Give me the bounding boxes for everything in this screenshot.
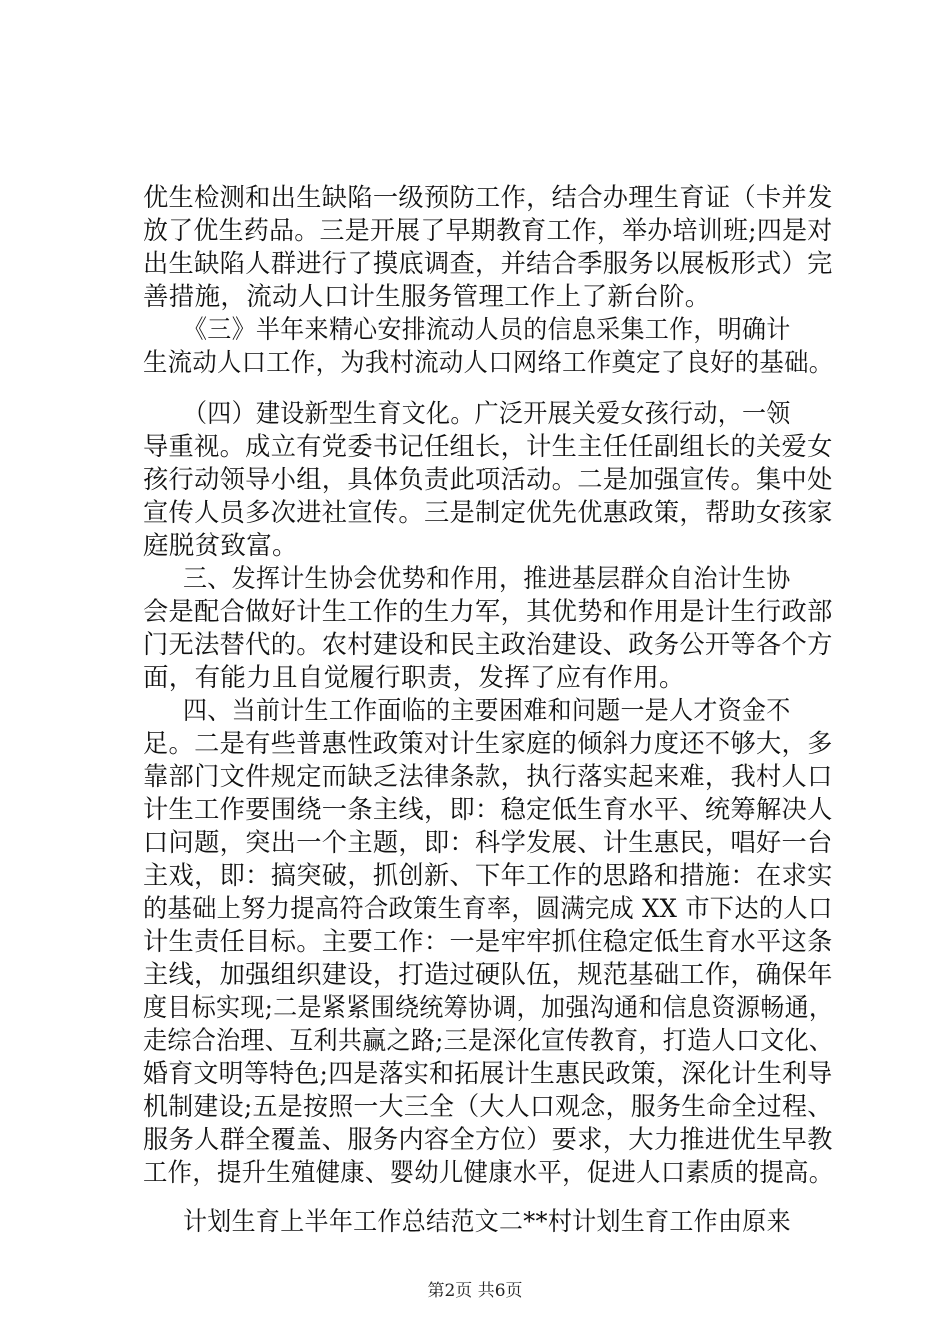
body-line: 服务人群全覆盖、服务内容全方位）要求，大力推进优生早教 bbox=[143, 1125, 833, 1155]
body-line: 主戏，即：搞突破，抓创新、下年工作的思路和措施：在求实 bbox=[143, 861, 833, 891]
body-line: 足。二是有些普惠性政策对计生家庭的倾斜力度还不够大，多 bbox=[143, 729, 833, 759]
body-line: 孩行动领导小组，具体负责此项活动。二是加强宣传。集中处 bbox=[143, 465, 833, 495]
body-line: 四、当前计生工作面临的主要困难和问题一是人才资金不 bbox=[183, 696, 791, 726]
body-line: 度目标实现;二是紧紧围绕统筹协调，加强沟通和信息资源畅通， bbox=[143, 993, 834, 1023]
body-line: 庭脱贫致富。 bbox=[143, 531, 298, 561]
body-line: 面，有能力且自觉履行职责，发挥了应有作用。 bbox=[143, 663, 685, 693]
body-line: 优生检测和出生缺陷一级预防工作，结合办理生育证（卡并发 bbox=[143, 183, 833, 213]
body-line: 宣传人员多次进社宣传。三是制定优先优惠政策，帮助女孩家 bbox=[143, 498, 833, 528]
next-section-heading: 计划生育上半年工作总结范文二**村计划生育工作由原来 bbox=[183, 1207, 791, 1237]
body-line: 会是配合做好计生工作的生力军，其优势和作用是计生行政部 bbox=[143, 597, 833, 627]
body-line: 靠部门文件规定而缺乏法律条款，执行落实起来难，我村人口 bbox=[143, 762, 833, 792]
page-number-footer: 第2页 共6页 bbox=[427, 1281, 523, 1301]
body-line: 门无法替代的。农村建设和民主政治建设、政务公开等各个方 bbox=[143, 630, 833, 660]
body-line: 导重视。成立有党委书记任组长，计生主任任副组长的关爱女 bbox=[143, 432, 833, 462]
body-line: 机制建设;五是按照一大三全（大人口观念，服务生命全过程、 bbox=[143, 1092, 833, 1122]
body-line: （四）建设新型生育文化。广泛开展关爱女孩行动，一领 bbox=[183, 399, 791, 429]
body-line: 主线，加强组织建设，打造过硬队伍，规范基础工作，确保年 bbox=[143, 960, 833, 990]
body-line: 《三》半年来精心安排流动人员的信息采集工作，明确计 bbox=[183, 315, 791, 345]
body-line: 放了优生药品。三是开展了早期教育工作，举办培训班;四是对 bbox=[143, 216, 833, 246]
body-line: 生流动人口工作，为我村流动人口网络工作奠定了良好的基础。 bbox=[143, 348, 834, 378]
body-line: 的基础上努力提高符合政策生育率，圆满完成 XX 市下达的人口 bbox=[143, 894, 833, 924]
body-line: 出生缺陷人群进行了摸底调查，并结合季服务以展板形式）完 bbox=[143, 249, 833, 279]
body-line: 三、发挥计生协会优势和作用，推进基层群众自治计生协 bbox=[183, 564, 791, 594]
body-line: 计生责任目标。主要工作：一是牢牢抓住稳定低生育水平这条 bbox=[143, 927, 833, 957]
body-line: 走综合治理、互利共赢之路;三是深化宣传教育，打造人口文化、 bbox=[143, 1026, 834, 1056]
body-line: 工作，提升生殖健康、婴幼儿健康水平，促进人口素质的提高。 bbox=[143, 1158, 834, 1188]
body-line: 婚育文明等特色;四是落实和拓展计生惠民政策，深化计生利导 bbox=[143, 1059, 833, 1089]
body-line: 善措施，流动人口计生服务管理工作上了新台阶。 bbox=[143, 282, 711, 312]
body-line: 口问题，突出一个主题，即：科学发展、计生惠民，唱好一台 bbox=[143, 828, 833, 858]
body-line: 计生工作要围绕一条主线，即：稳定低生育水平、统筹解决人 bbox=[143, 795, 833, 825]
